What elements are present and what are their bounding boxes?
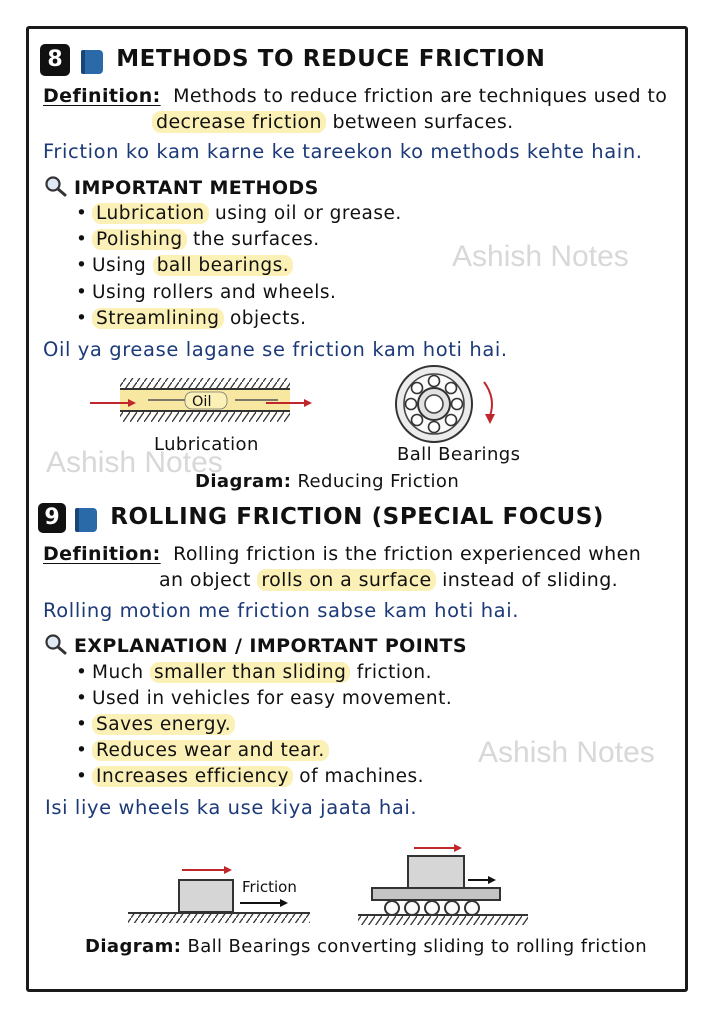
list-item: • Using rollers and wheels. [92,282,336,303]
definition-line-1 [43,85,667,107]
subheading [44,633,467,657]
magnifier-icon [44,633,68,655]
definition-text: an object [159,569,251,591]
section-number-badge: 8 [40,44,70,76]
diagram-caption: Diagram: Reducing Friction [195,471,460,492]
definition-label: Definition: [43,543,161,565]
section-9-heading [38,503,604,533]
highlight: rolls on a surface [257,569,435,591]
definition-text: Rolling friction is the friction experienced when [173,543,642,565]
list-item: • Polishing the surfaces. [92,229,320,250]
list-item: • Much smaller than sliding friction. [92,662,432,683]
oil-label: Oil [192,394,212,410]
section-number-badge: 9 [38,503,66,533]
subheading [44,175,319,199]
list-item: • Increases efficiency of machines. [92,766,424,787]
diagram-caption: Diagram: Ball Bearings converting sliding to rolling friction [85,936,648,957]
magnifier-icon [44,175,68,197]
definition-text: Methods to reduce friction are techniques used to [173,85,668,107]
list-item: • Saves energy. [92,714,235,735]
friction-label: Friction [242,878,297,896]
watermark: Ashish Notes [478,736,655,769]
ball-bearings-label: Ball Bearings [397,444,521,465]
section-title: ROLLING FRICTION (SPECIAL FOCUS) [110,504,605,530]
definition-text: instead of sliding. [442,569,619,591]
definition-line-1 [43,543,641,565]
section-title: METHODS TO REDUCE FRICTION [116,46,546,72]
list-item: • Reduces wear and tear. [92,740,329,761]
ball-bearing-diagram [392,364,504,446]
list-item: • Using ball bearings. [92,255,293,276]
list-item: • Lubrication using oil or grease. [92,203,402,224]
definition-text: between surfaces. [332,111,514,133]
definition-line-2 [152,111,514,133]
rolling-friction-diagram [354,836,532,926]
definition-label: Definition: [43,85,161,107]
hinglish-note: Rolling motion me friction sabse kam hoti hai. [43,599,520,622]
subheading-text: IMPORTANT METHODS [74,177,319,199]
hinglish-note: Isi liye wheels ka use kiya jaata hai. [45,796,418,819]
highlight: decrease friction [152,111,326,133]
watermark: Ashish Notes [452,240,629,273]
list-item: • Streamlining objects. [92,308,306,329]
book-icon [75,508,97,532]
hinglish-note: Friction ko kam karne ke tareekon ko methods kehte hain. [43,140,643,163]
definition-line-2 [159,569,618,591]
subheading-text: EXPLANATION / IMPORTANT POINTS [74,635,467,657]
hinglish-note: Oil ya grease lagane se friction kam hoti hai. [43,338,508,361]
lubrication-label: Lubrication [154,434,259,455]
book-icon [81,50,103,74]
section-8-heading [40,44,545,76]
watermark: Ashish Notes [46,446,223,479]
list-item: • Used in vehicles for easy movement. [92,688,452,709]
